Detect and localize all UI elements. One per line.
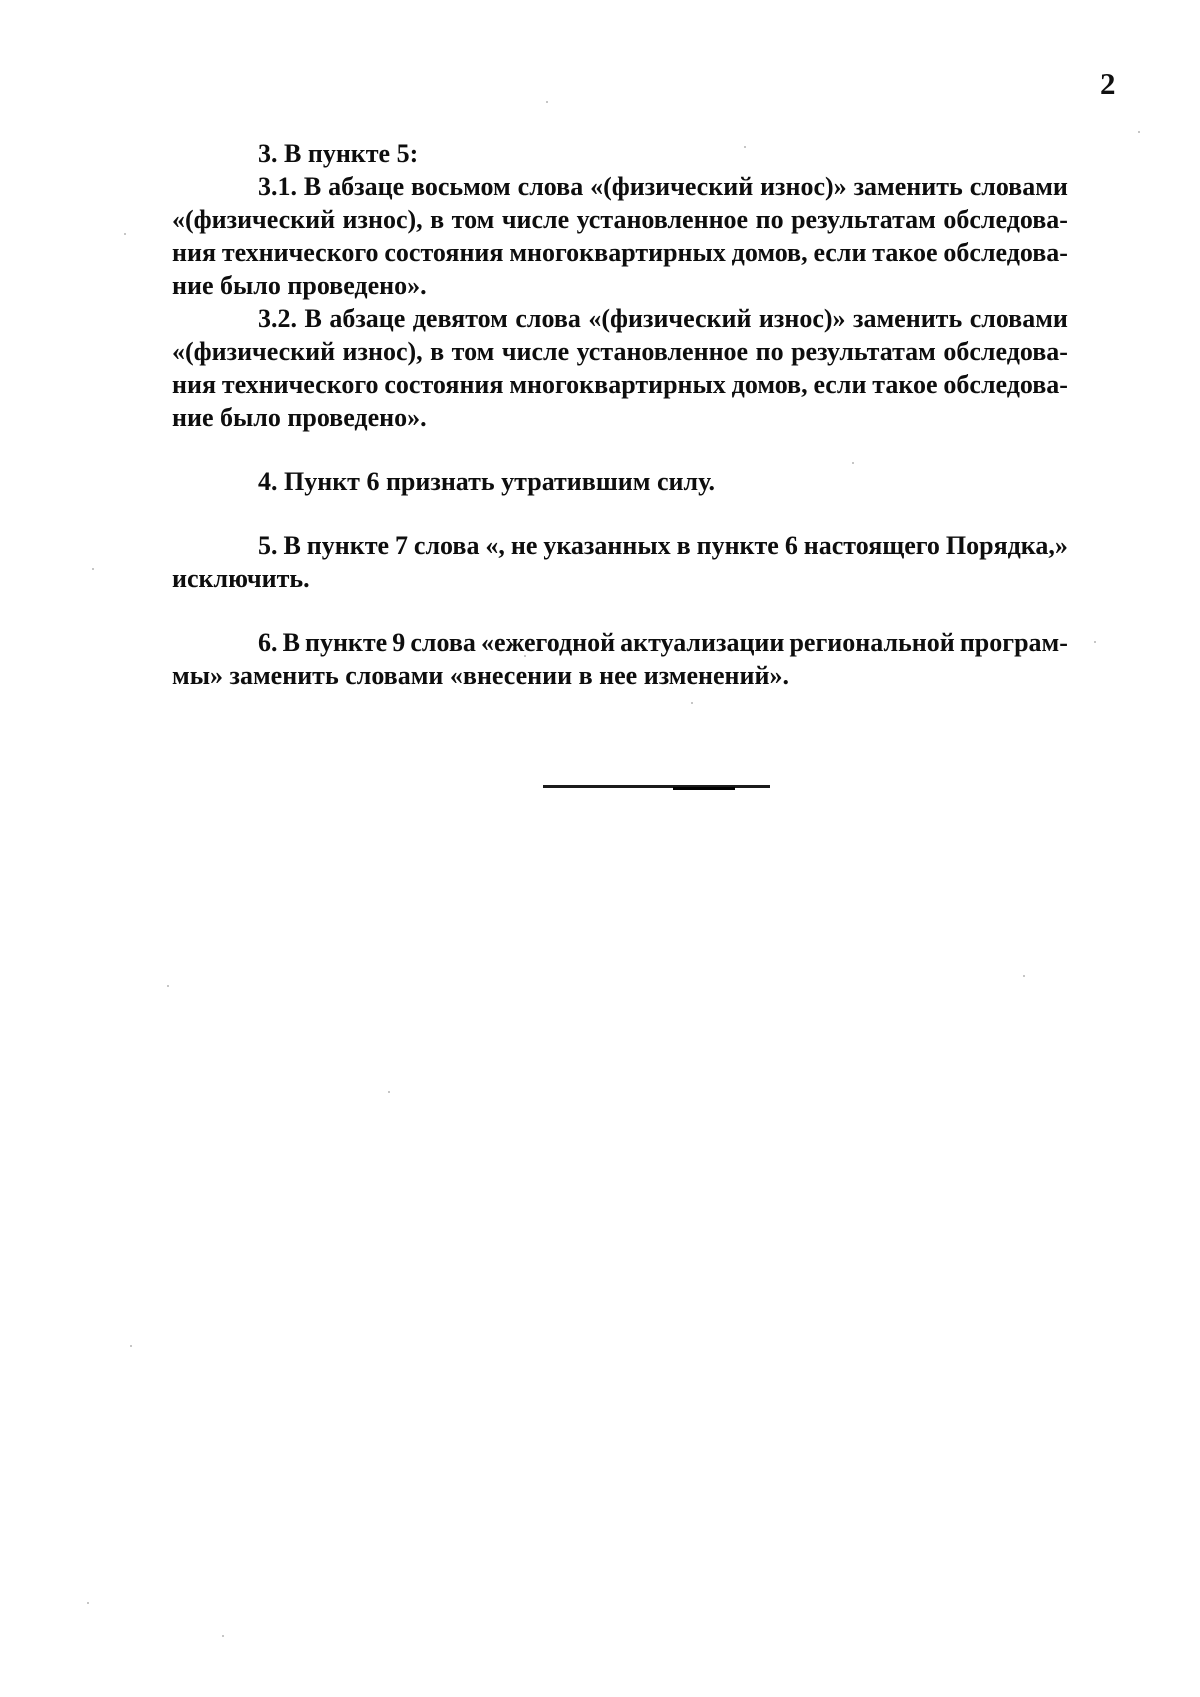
word: установленное: [576, 337, 749, 366]
paragraph: [172, 465, 1068, 498]
scan-speck: [167, 985, 169, 987]
word: 9: [392, 628, 406, 657]
word: пункте: [306, 531, 390, 560]
text-line: исключить.: [172, 564, 310, 593]
word: В: [282, 628, 300, 657]
word: числе: [501, 337, 570, 366]
word: многоквартирных: [509, 370, 726, 399]
text-line: [172, 335, 1068, 368]
word: пункте: [304, 628, 388, 657]
word: 3.2.: [258, 304, 297, 333]
text-line: ние было проведено».: [172, 271, 427, 300]
word: настоящего: [803, 531, 940, 560]
word: обследова-: [943, 337, 1068, 366]
word: том: [451, 337, 495, 366]
scan-speck: [1023, 975, 1025, 977]
word: актуализации: [620, 628, 785, 657]
scan-speck: [546, 101, 548, 103]
word: износ),: [342, 205, 423, 234]
paragraph: [172, 529, 1068, 595]
word: обследова-: [943, 205, 1068, 234]
scan-speck: [852, 462, 854, 464]
scan-speck: [124, 233, 126, 235]
word: абзаце: [329, 304, 406, 333]
word: такое: [872, 370, 938, 399]
word: «ежегодной: [480, 628, 616, 657]
word: пункте: [696, 531, 779, 560]
text-line: [172, 203, 1068, 236]
word: технического: [221, 370, 379, 399]
word: слова: [517, 172, 584, 201]
paragraph: [172, 626, 1068, 692]
word: технического: [221, 238, 379, 267]
text-line: 4. Пункт 6 признать утратившим силу.: [258, 467, 715, 496]
word: слова: [515, 304, 581, 333]
word: В: [303, 172, 322, 201]
text-line: [172, 236, 1068, 269]
text-line: [172, 368, 1068, 401]
word: износ),: [342, 337, 423, 366]
word: в: [430, 205, 445, 234]
word: если: [813, 238, 867, 267]
scan-speck: [1138, 131, 1140, 133]
word: В: [304, 304, 322, 333]
word: результатам: [791, 205, 936, 234]
word: такое: [872, 238, 938, 267]
word: по: [755, 337, 784, 366]
word: в: [430, 337, 445, 366]
text-line: [172, 529, 1068, 562]
word: 7: [394, 531, 408, 560]
word: состояния: [384, 238, 504, 267]
word: Порядка,»: [945, 531, 1068, 560]
word: износ)»: [758, 304, 846, 333]
word: домов,: [731, 370, 808, 399]
divider-ink-blot: [673, 787, 735, 790]
word: числе: [501, 205, 570, 234]
word: програм-: [959, 628, 1068, 657]
word: в: [676, 531, 691, 560]
word: слова: [410, 628, 476, 657]
word: слова: [413, 531, 480, 560]
scan-speck: [524, 655, 526, 657]
scan-speck: [92, 568, 94, 570]
scan-speck: [130, 1345, 132, 1347]
word: В: [283, 531, 301, 560]
word: «(физический: [588, 304, 752, 333]
word: указанных: [543, 531, 671, 560]
scan-speck: [1094, 641, 1096, 643]
word: 5.: [258, 531, 278, 560]
word: том: [451, 205, 495, 234]
text-line: [172, 170, 1068, 203]
word: ния: [172, 238, 217, 267]
word: заменить: [853, 172, 963, 201]
scan-speck: [222, 1635, 224, 1637]
scan-speck: [87, 1602, 89, 1604]
word: установленное: [576, 205, 749, 234]
text-line: ние было проведено».: [172, 403, 427, 432]
scan-speck: [691, 702, 693, 704]
word: обследова-: [943, 238, 1068, 267]
word: региональной: [789, 628, 955, 657]
word: словами: [969, 304, 1068, 333]
section-divider-line: [543, 785, 770, 788]
scan-speck: [376, 545, 378, 547]
word: 6.: [258, 628, 278, 657]
word: износ)»: [760, 172, 847, 201]
word: состояния: [384, 370, 504, 399]
scan-speck: [744, 146, 746, 148]
word: «(физический: [590, 172, 754, 201]
word: «,: [485, 531, 505, 560]
word: домов,: [731, 238, 808, 267]
word: ния: [172, 370, 217, 399]
text-line: мы» заменить словами «внесении в нее изменений».: [172, 661, 789, 690]
word: не: [510, 531, 538, 560]
word: восьмом: [411, 172, 511, 201]
text-line: [172, 302, 1068, 335]
word: 6: [784, 531, 798, 560]
word: если: [813, 370, 867, 399]
word: по: [755, 205, 784, 234]
word: заменить: [853, 304, 963, 333]
scan-speck: [388, 1091, 390, 1093]
text-line: 3. В пункте 5:: [258, 139, 419, 168]
word: словами: [969, 172, 1068, 201]
document-body: [172, 137, 1068, 692]
word: «(физический: [172, 337, 336, 366]
paragraph: [172, 302, 1068, 434]
word: 3.1.: [258, 172, 297, 201]
word: обследова-: [943, 370, 1068, 399]
word: многоквартирных: [509, 238, 726, 267]
word: абзаце: [328, 172, 405, 201]
page-number: 2: [1100, 66, 1116, 101]
word: результатам: [791, 337, 936, 366]
paragraph: [172, 170, 1068, 302]
word: «(физический: [172, 205, 336, 234]
text-line: [172, 626, 1068, 659]
paragraph: [172, 137, 1068, 170]
word: девятом: [412, 304, 508, 333]
